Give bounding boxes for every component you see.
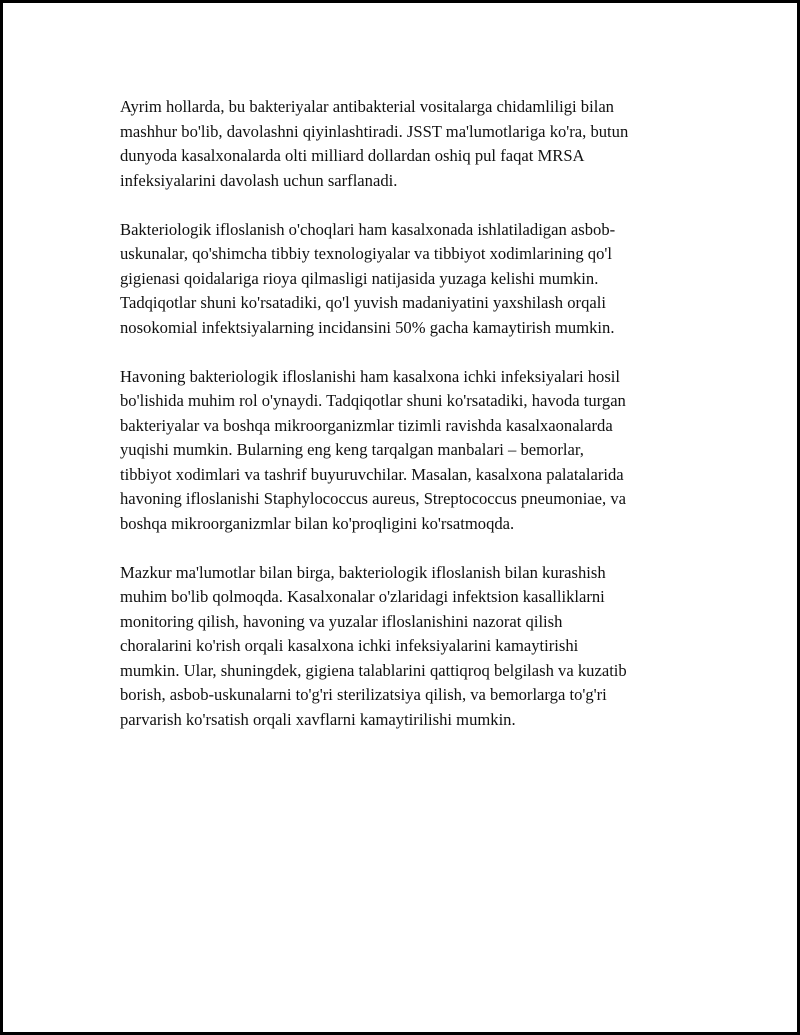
paragraph-3-line-7: boshqa mikroorganizmlar bilan ko'proqligini ko'rsatmoqda. [120,513,515,533]
paragraph-3-line-6: havoning ifloslanishi Staphylococcus aureus, Streptococcus pneumoniae, va [120,489,626,508]
paragraph-3-line-5: tibbiyot xodimlari va tashrif buyuruvchilar. Masalan, kasalxona palatalarida [120,464,624,484]
paragraph-3-line-4: yuqishi mumkin. Bularning eng keng tarqalgan manbalari – bemorlar, [120,440,584,459]
paragraph-4-line-7: parvarish ko'rsatish orqali xavflarni kamaytirilishi mumkin. [120,709,516,729]
paragraph-1-line-1: Ayrim hollarda, bu bakteriyalar antibakterial vositalarga chidamliligi bilan [120,97,614,116]
paragraph-2-line-4: Tadqiqotlar shuni ko'rsatadiki, qo'l yuvish madaniyatini yaxshilash orqali [120,293,606,312]
paragraph-4-line-3: monitoring qilish, havoning va yuzalar ifloslanishini nazorat qilish [120,611,563,631]
paragraph-2-line-5: nosokomial infektsiyalarning incidansini 50% gacha kamaytirish mumkin. [120,317,615,337]
paragraph-1-line-2: mashhur bo'lib, davolashni qiyinlashtiradi. JSST ma'lumotlariga ko'ra, butun [120,121,629,141]
paragraph-4-line-1: Mazkur ma'lumotlar bilan birga, bakteriologik ifloslanish bilan kurashish [120,562,606,582]
paragraph-3-line-2: bo'lishida muhim rol o'ynaydi. Tadqiqotlar shuni ko'rsatadiki, havoda turgan [120,391,626,410]
paragraph-4-line-2: muhim bo'lib qolmoqda. Kasalxonalar o'zlaridagi infektsion kasalliklarni [120,587,605,606]
paragraph-4-line-4: choralarini ko'rish orqali kasalxona ichki infeksiyalarini kamaytirishi [120,636,579,655]
paragraph-4-line-5: mumkin. Ular, shuningdek, gigiena talablarini qattiqroq belgilash va kuzatib [120,660,627,680]
paragraph-1 [120,95,695,193]
paragraph-1-line-4: infeksiyalarini davolash uchun sarflanadi. [120,170,398,190]
paragraph-2-line-1: Bakteriologik ifloslanish o'choqlari ham kasalxonada ishlatiladigan asbob- [120,219,616,239]
paragraph-4-line-6: borish, asbob-uskunalarni to'g'ri sterilizatsiya qilish, va bemorlarga to'g'ri [120,685,607,704]
document-body [120,95,695,757]
paragraph-2 [120,218,695,341]
paragraph-1-line-3: dunyoda kasalxonalarda olti milliard dollardan oshiq pul faqat MRSA [120,146,585,165]
paragraph-2-line-2: uskunalar, qo'shimcha tibbiy texnologiyalar va tibbiyot xodimlarining qo'l [120,244,612,263]
paragraph-2-line-3: gigienasi qoidalariga rioya qilmasligi natijasida yuzaga kelishi mumkin. [120,268,599,288]
paragraph-3-line-1: Havoning bakteriologik ifloslanishi ham kasalxona ichki infeksiyalari hosil [120,366,621,386]
paragraph-3 [120,365,695,537]
paragraph-4 [120,561,695,733]
paragraph-3-line-3: bakteriyalar va boshqa mikroorganizmlar tizimli ravishda kasalxaonalarda [120,415,613,435]
